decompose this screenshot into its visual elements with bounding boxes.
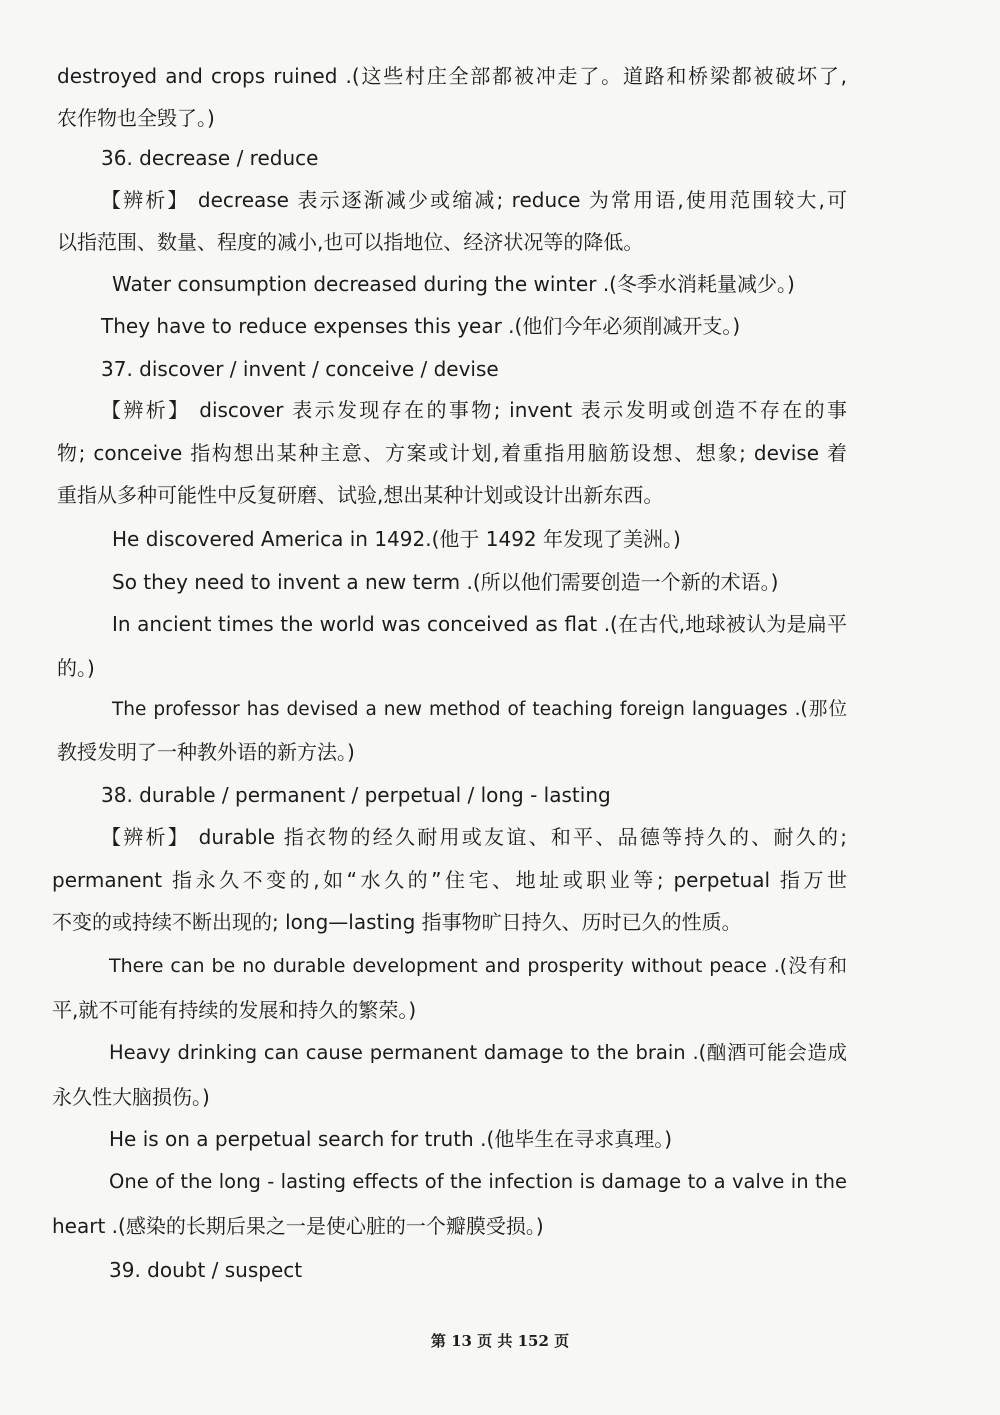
line-text: 的。): [57, 656, 95, 680]
line-text: The professor has devised a new method of teaching foreign languages .(那位: [112, 699, 847, 720]
line-text: 平,就不可能有持续的发展和持久的繁荣。): [52, 998, 417, 1022]
text-line: [0, 1077, 1000, 1117]
text-line: [0, 433, 1000, 473]
line-text: 教授发明了一种教外语的新方法。): [57, 740, 355, 764]
line-text: There can be no durable development and prosperity without peace .(没有和: [109, 955, 847, 977]
text-line: [0, 475, 1000, 515]
text-line: [0, 180, 1000, 220]
line-text: He discovered America in 1492.(他于 1492 年发现了美洲。): [112, 527, 681, 551]
line-text: 永久性大脑损伤。): [52, 1085, 210, 1109]
text-line: [0, 56, 1000, 96]
line-text: 39. doubt / suspect: [109, 1258, 303, 1282]
line-text: So they need to invent a new term .(所以他们需要创造一个新的术语。): [112, 570, 779, 594]
text-line: [0, 98, 1000, 138]
line-text: 36. decrease / reduce: [101, 146, 319, 170]
text-line: [0, 1206, 1000, 1246]
line-text: One of the long - lasting effects of the infection is damage to a valve in the: [109, 1170, 847, 1193]
text-line: [0, 648, 1000, 688]
line-text: Water consumption decreased during the winter .(冬季水消耗量减少。): [112, 272, 795, 296]
line-text: 重指从多种可能性中反复研磨、试验,想出某种计划或设计出新东西。: [57, 483, 664, 507]
text-line: [0, 732, 1000, 772]
line-text: 【辨析】 decrease 表示逐渐减少或缩减; reduce 为常用语,使用范围较大,可: [101, 188, 847, 212]
line-text: 38. durable / permanent / perpetual / long - lasting: [101, 783, 611, 807]
line-text: 不变的或持续不断出现的; long—lasting 指事物旷日持久、历时已久的性质。: [52, 910, 742, 934]
example-sentence: [0, 519, 1000, 559]
line-text: He is on a perpetual search for truth .(他毕生在寻求真理。): [109, 1127, 673, 1151]
line-text: heart .(感染的长期后果之一是使心脏的一个瓣膜受损。): [52, 1214, 544, 1238]
line-text: Heavy drinking can cause permanent damage to the brain .(酗酒可能会造成: [109, 1041, 847, 1064]
page-number: 第 13 页 共 152 页: [430, 1332, 570, 1350]
entry-heading: [0, 349, 1000, 389]
line-text: 【辨析】 durable 指衣物的经久耐用或友谊、和平、品德等持久的、耐久的;: [101, 825, 847, 849]
example-sentence: [0, 562, 1000, 602]
line-text: permanent 指永久不变的,如“水久的”住宅、地址或职业等; perpetual 指万世: [52, 868, 847, 892]
line-text: 37. discover / invent / conceive / devise: [101, 357, 499, 381]
entry-heading: [0, 775, 1000, 815]
example-sentence: [0, 946, 1000, 986]
entry-heading: [0, 1250, 1000, 1290]
line-text: 农作物也全毁了。): [57, 106, 215, 130]
line-text: They have to reduce expenses this year .(他们今年必须削减开支。): [101, 314, 741, 338]
example-sentence: [0, 1162, 1000, 1202]
line-text: In ancient times the world was conceived as flat .(在古代,地球被认为是扁平: [112, 612, 847, 636]
text-line: [0, 990, 1000, 1030]
example-sentence: [0, 1033, 1000, 1073]
text-line: [0, 902, 1000, 942]
example-sentence: [0, 306, 1000, 346]
text-line: [0, 222, 1000, 262]
line-text: 物; conceive 指构想出某种主意、方案或计划,着重指用脑筋设想、想象; devise 着: [57, 441, 847, 465]
example-sentence: [0, 1119, 1000, 1159]
example-sentence: [0, 604, 1000, 644]
example-sentence: [0, 690, 1000, 730]
line-text: destroyed and crops ruined .(这些村庄全部都被冲走了。道路和桥梁都被破坏了,: [57, 64, 847, 88]
line-text: 以指范围、数量、程度的减小,也可以指地位、经济状况等的降低。: [57, 230, 644, 254]
text-line: [0, 860, 1000, 900]
text-line: [0, 817, 1000, 857]
entry-heading: [0, 138, 1000, 178]
line-text: 【辨析】 discover 表示发现存在的事物; invent 表示发明或创造不存在的事: [101, 398, 847, 422]
text-line: [0, 390, 1000, 430]
example-sentence: [0, 264, 1000, 304]
